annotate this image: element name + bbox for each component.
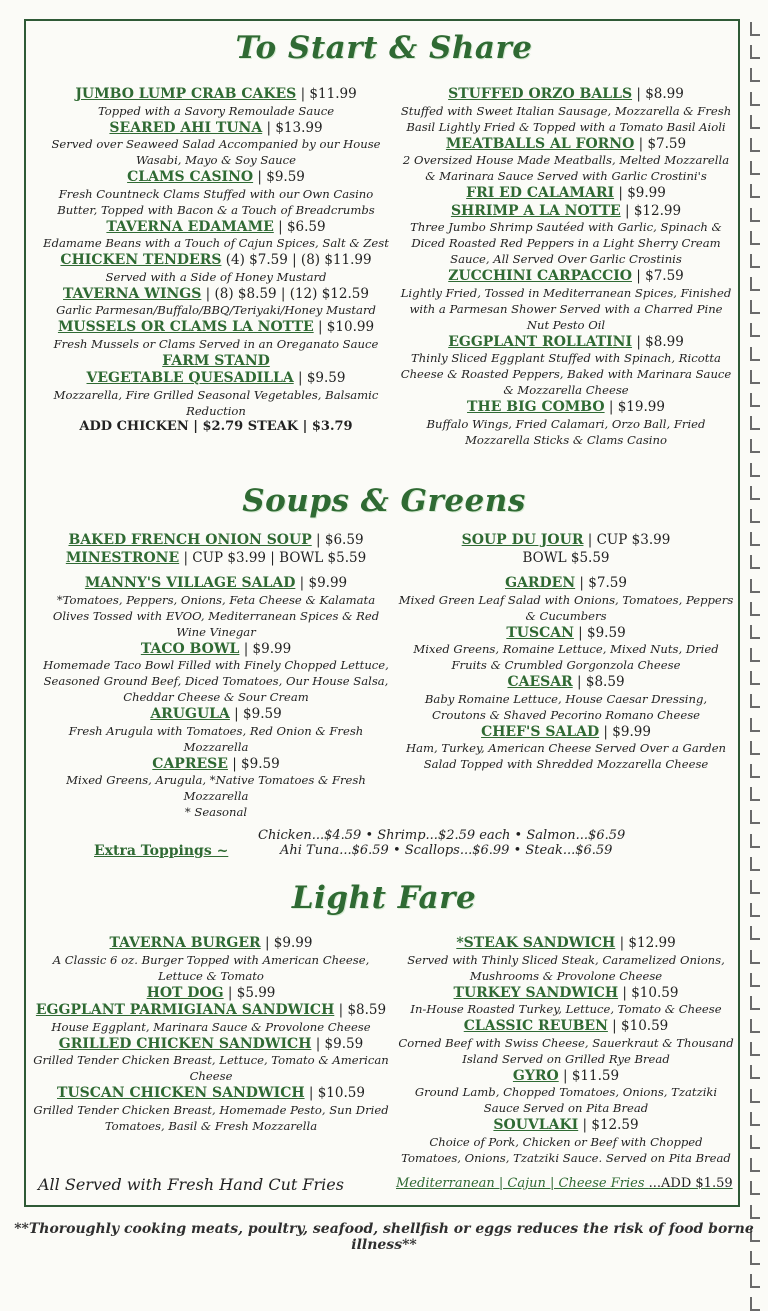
item-name: SEARED AHI TUNA — [109, 119, 263, 136]
spiral-ring — [750, 648, 760, 662]
menu-item — [398, 624, 734, 674]
spiral-ring — [750, 532, 760, 546]
fries-note: All Served with Fresh Hand Cut Fries — [38, 1175, 344, 1194]
spiral-ring — [750, 950, 760, 964]
spiral-ring — [750, 741, 760, 755]
menu-item — [398, 398, 734, 448]
item-description: Grilled Tender Chicken Breast, Lettuce, Tomato & American Cheese — [33, 1053, 389, 1083]
item-description: Fresh Countneck Clams Stuffed with our Own Casino Butter, Topped with Bacon & a Touch of Breadcrumbs — [57, 186, 375, 217]
item-name: JUMBO LUMP CRAB CAKES — [75, 86, 297, 102]
menu-item — [40, 85, 392, 119]
item-name: FARM STAND — [162, 352, 270, 369]
item-description: Ground Lamb, Chopped Tomatoes, Onions, Tzatziki Sauce Served on Pita Bread — [414, 1085, 718, 1115]
item-price: | $9.99 — [614, 185, 666, 201]
item-description: Mixed Greens, Romaine Lettuce, Mixed Nuts, Dried Fruits & Crumbled Gorgonzola Cheese — [413, 642, 719, 672]
menu-item — [398, 549, 734, 567]
spiral-ring — [750, 439, 760, 453]
food-safety-warning: **Thoroughly cooking meats, poultry, seafood, shellfish or eggs reduces the risk of food borne illness** — [14, 1221, 754, 1253]
start-right-column — [398, 85, 734, 448]
extra-toppings-list — [258, 828, 658, 858]
item-description: In-House Roasted Turkey, Lettuce, Tomato & Cheese — [410, 1002, 722, 1016]
item-name: SOUP DU JOUR — [461, 532, 584, 548]
menu-item — [40, 251, 392, 285]
item-description: Grilled Tender Chicken Breast, Homemade Pesto, Sun Dried Tomatoes, Basil & Fresh Mozzarella — [33, 1102, 389, 1133]
menu-item — [398, 135, 734, 185]
item-description: Topped with a Savory Remoulade Sauce — [97, 103, 335, 118]
menu-item — [398, 333, 734, 399]
item-name: HOT DOG — [146, 984, 224, 1001]
spiral-ring — [750, 973, 760, 987]
item-price: | $9.59 — [229, 706, 282, 722]
menu-item — [398, 267, 734, 333]
item-description: Choice of Pork, Chicken or Beef with Chopped Tomatoes, Onions, Tzatziki Sauce. Served on Pita Bread — [401, 1134, 731, 1165]
item-price: | $10.59 — [607, 1018, 669, 1034]
spiral-ring — [750, 184, 760, 198]
spiral-ring — [750, 1297, 760, 1311]
spiral-ring — [750, 1135, 760, 1149]
spiral-ring — [750, 161, 760, 175]
toppings-line-2: Ahi Tuna...$6.59 • Scallops...$6.99 • Steak...$6.59 — [280, 843, 613, 858]
section-title-light: Light Fare — [291, 880, 477, 916]
menu-item — [40, 755, 392, 805]
item-price: | $12.99 — [615, 935, 676, 951]
spiral-ring — [750, 231, 760, 245]
spiral-ring — [750, 1181, 760, 1195]
item-description: Buffalo Wings, Fried Calamari, Orzo Ball, Fried Mozzarella Sticks & Clams Casino — [426, 416, 706, 447]
menu-item — [398, 1116, 734, 1166]
spiral-ring — [750, 1112, 760, 1126]
fries-add-price: ...ADD $1.59 — [648, 1176, 733, 1191]
spiral-ring — [750, 996, 760, 1010]
light-right-column — [398, 934, 734, 1166]
item-price: | $7.59 — [631, 268, 684, 284]
item-price: | $11.59 — [558, 1067, 620, 1084]
item-name: MUSSELS OR CLAMS LA NOTTE — [57, 319, 314, 335]
spiral-ring — [750, 602, 760, 616]
menu-item — [30, 1001, 392, 1035]
item-price: | $19.99 — [604, 399, 665, 415]
spiral-ring — [750, 787, 760, 801]
spiral-ring — [750, 277, 760, 291]
item-description: 2 Oversized House Made Meatballs, Melted Mozzarella & Marinara Sauce Served with Garlic Crostini's — [402, 153, 730, 183]
spiral-ring — [750, 347, 760, 361]
item-description: *Tomatoes, Peppers, Onions, Feta Cheese & Kalamata Olives Tossed with EVOO, Mediterranean Spices & Red Wine Vinegar — [52, 592, 380, 639]
item-price: | $13.99 — [262, 119, 323, 136]
item-description: Garlic Parmesan/Buffalo/BBQ/Teriyaki/Honey Mustard — [56, 303, 376, 317]
item-name: *STEAK SANDWICH — [456, 935, 616, 951]
spiral-ring — [750, 1158, 760, 1172]
spiral-ring — [750, 370, 760, 384]
menu-item — [398, 531, 734, 549]
item-price: | $10.59 — [304, 1085, 365, 1101]
item-name: GYRO — [512, 1067, 559, 1084]
fries-options — [396, 1176, 733, 1191]
item-description: Ham, Turkey, American Cheese Served Over a Garden Salad Topped with Shredded Mozzarella Cheese — [405, 741, 727, 771]
item-description: Baby Romaine Lettuce, House Caesar Dressing, Croutons & Shaved Pecorino Romano Cheese — [424, 691, 708, 722]
light-left-column — [30, 934, 392, 1134]
item-description: Stuffed with Sweet Italian Sausage, Mozzarella & Fresh Basil Lightly Fried & Topped with a Tomato Basil Aioli — [400, 103, 732, 134]
item-name: SHRIMP A LA NOTTE — [450, 202, 621, 219]
toppings-line-1: Chicken...$4.59 • Shrimp...$2.59 each • Salmon...$6.59 — [258, 828, 626, 843]
spiral-ring — [750, 625, 760, 639]
spiral-ring — [750, 115, 760, 129]
item-name: CHICKEN TENDERS — [60, 252, 222, 268]
menu-item — [40, 549, 392, 567]
item-name: CAESAR — [507, 674, 573, 690]
item-price: | $8.59 — [334, 1002, 387, 1018]
spiral-ring — [750, 1205, 760, 1219]
item-price: | $9.99 — [239, 640, 292, 657]
item-price: | $9.59 — [227, 755, 280, 772]
item-name: CLASSIC REUBEN — [463, 1018, 608, 1034]
item-description: Homemade Taco Bowl Filled with Finely Chopped Lettuce, Seasoned Ground Beef, Diced Tomatoes, Our House Salsa, Cheddar Cheese & Sour Cream — [43, 658, 389, 704]
item-name: SOUVLAKI — [493, 1117, 579, 1133]
item-price: | $9.99 — [295, 575, 348, 591]
spiral-ring — [750, 208, 760, 222]
item-name: TUSCAN — [506, 624, 574, 641]
menu-item — [40, 285, 392, 319]
item-price: | $7.59 — [634, 135, 687, 152]
item-name: MANNY'S VILLAGE SALAD — [84, 575, 296, 591]
item-name: BAKED FRENCH ONION SOUP — [68, 532, 312, 548]
item-price: | $9.59 — [573, 624, 626, 641]
menu-item — [398, 984, 734, 1018]
menu-item — [40, 640, 392, 706]
item-description: Lightly Fried, Tossed in Mediterranean Spices, Finished with a Parmesan Shower Served with a Charred Pine Nut Pesto Oil — [400, 285, 732, 332]
menu-item — [40, 705, 392, 755]
item-name: TUSCAN CHICKEN SANDWICH — [57, 1085, 305, 1101]
item-price: | $9.99 — [260, 935, 313, 951]
section-title-soups: Soups & Greens — [242, 483, 526, 519]
spiral-ring — [750, 254, 760, 268]
item-description: Corned Beef with Swiss Cheese, Sauerkraut & Thousand Island Served on Grilled Rye Bread — [398, 1035, 734, 1066]
item-price: | $9.99 — [599, 723, 651, 740]
spiral-binding — [746, 22, 764, 1212]
spiral-ring — [750, 1251, 760, 1265]
item-description: House Eggplant, Marinara Sauce & Provolone Cheese — [51, 1019, 371, 1034]
item-name: CLAMS CASINO — [127, 169, 254, 185]
item-price: | $6.59 — [311, 532, 364, 548]
menu-item — [398, 202, 734, 268]
menu-item — [40, 168, 392, 218]
item-name: MINESTRONE — [65, 549, 180, 566]
spiral-ring — [750, 1019, 760, 1033]
menu-item — [398, 1067, 734, 1117]
seasonal-note: * Seasonal — [184, 805, 248, 819]
item-description: Served with a Side of Honey Mustard — [105, 269, 327, 284]
item-name: STUFFED ORZO BALLS — [448, 86, 633, 102]
menu-item — [40, 574, 392, 640]
spiral-ring — [750, 323, 760, 337]
item-name: ZUCCHINI CARPACCIO — [448, 268, 632, 284]
item-name: TAVERNA BURGER — [109, 935, 261, 951]
spiral-ring — [750, 416, 760, 430]
item-price: | $6.59 — [273, 218, 326, 235]
spiral-ring — [750, 810, 760, 824]
spiral-ring — [750, 857, 760, 871]
menu-item — [40, 318, 392, 352]
item-price: | $8.99 — [632, 333, 684, 350]
item-name: EGGPLANT ROLLATINI — [448, 333, 633, 350]
item-price: | $10.99 — [313, 319, 375, 335]
soups-left-column — [40, 531, 392, 820]
spiral-ring — [750, 671, 760, 685]
menu-item — [30, 934, 392, 984]
menu-item — [30, 984, 392, 1002]
menu-item — [40, 352, 392, 370]
item-name: EGGPLANT PARMIGIANA SANDWICH — [35, 1002, 335, 1018]
item-name: TAVERNA WINGS — [63, 285, 202, 302]
item-description: Fresh Arugula with Tomatoes, Red Onion & Fresh Mozzarella — [68, 723, 364, 754]
spiral-ring — [750, 926, 760, 940]
item-price: | CUP $3.99 — [583, 532, 671, 548]
item-name: ARUGULA — [150, 706, 230, 722]
item-price: | (8) $8.59 | (12) $12.59 — [201, 285, 369, 302]
spiral-ring — [750, 92, 760, 106]
menu-item — [398, 184, 734, 202]
item-price: | CUP $3.99 | BOWL $5.59 — [179, 549, 367, 566]
menu-item — [398, 723, 734, 773]
item-price: | $5.99 — [223, 984, 276, 1001]
spiral-ring — [750, 1042, 760, 1056]
item-description: Served with Thinly Sliced Steak, Caramelized Onions, Mushrooms & Provolone Cheese — [407, 952, 725, 983]
item-name: MEATBALLS AL FORNO — [445, 135, 635, 152]
menu-item — [30, 1084, 392, 1134]
menu-item — [398, 1017, 734, 1067]
item-price: | $12.99 — [620, 202, 682, 219]
item-name: TURKEY SANDWICH — [453, 984, 619, 1001]
spiral-ring — [750, 1065, 760, 1079]
menu-item — [40, 218, 392, 252]
spiral-ring — [750, 834, 760, 848]
item-price: (4) $7.59 | (8) $11.99 — [221, 252, 372, 268]
spiral-ring — [750, 1274, 760, 1288]
item-description: Edamame Beans with a Touch of Cajun Spices, Salt & Zest — [43, 236, 389, 250]
soups-right-column — [398, 531, 734, 772]
menu-item — [40, 531, 392, 549]
menu-item — [398, 574, 734, 624]
item-description: Mixed Green Leaf Salad with Onions, Tomatoes, Peppers & Cucumbers — [398, 592, 734, 623]
item-name: TAVERNA EDAMAME — [106, 218, 274, 235]
item-price: | $9.59 — [293, 370, 346, 386]
spiral-ring — [750, 300, 760, 314]
add-protein-line: ADD CHICKEN | $2.79 STEAK | $3.79 — [79, 418, 353, 434]
menu-item — [40, 369, 392, 419]
spiral-ring — [750, 138, 760, 152]
item-price: | $8.59 — [572, 674, 625, 690]
item-name: THE BIG COMBO — [467, 399, 605, 415]
item-description: Fresh Mussels or Clams Served in an Oreganato Sauce — [53, 336, 379, 351]
item-name: CHEF'S SALAD — [481, 723, 600, 740]
item-description: Three Jumbo Shrimp Sautéed with Garlic, Spinach & Diced Roasted Red Peppers in a Light Sherry Cream Sauce, All Served Over Garlic Crostinis — [410, 220, 722, 266]
spiral-ring — [750, 1089, 760, 1103]
item-description: Mozzarella, Fire Grilled Seasonal Vegetables, Balsamic Reduction — [53, 387, 379, 418]
item-price: | $11.99 — [296, 86, 357, 102]
item-description: A Classic 6 oz. Burger Topped with American Cheese, Lettuce & Tomato — [52, 952, 370, 983]
item-price: | $12.59 — [578, 1117, 639, 1133]
item-description: Thinly Sliced Eggplant Stuffed with Spinach, Ricotta Cheese & Roasted Peppers, Baked with Marinara Sauce & Mozzarella Cheese — [400, 351, 732, 397]
item-price: | $8.99 — [632, 86, 684, 102]
spiral-ring — [750, 68, 760, 82]
spiral-ring — [750, 764, 760, 778]
item-name: GARDEN — [505, 575, 576, 591]
item-description: Mixed Greens, Arugula, *Native Tomatoes & Fresh Mozzarella — [66, 773, 366, 803]
item-name: FRI ED CALAMARI — [466, 185, 615, 201]
spiral-ring — [750, 694, 760, 708]
item-description: Served over Seaweed Salad Accompanied by our House Wasabi, Mayo & Soy Sauce — [51, 137, 381, 167]
item-price: | $9.59 — [311, 1035, 364, 1052]
menu-item — [40, 119, 392, 169]
spiral-ring — [750, 718, 760, 732]
item-price: | $7.59 — [575, 575, 627, 591]
item-price: | $10.59 — [618, 984, 679, 1001]
item-name: CAPRESE — [152, 755, 228, 772]
item-name: TACO BOWL — [140, 640, 240, 657]
section-title-start: To Start & Share — [235, 30, 533, 66]
item-price: BOWL $5.59 — [522, 549, 610, 566]
item-price: | $9.59 — [253, 169, 305, 185]
item-name: VEGETABLE QUESADILLA — [86, 370, 294, 386]
item-name: GRILLED CHICKEN SANDWICH — [58, 1035, 312, 1052]
spiral-ring — [750, 393, 760, 407]
extra-toppings-label: Extra Toppings ~ — [94, 843, 229, 859]
menu-item — [398, 85, 734, 135]
spiral-ring — [750, 579, 760, 593]
menu-item — [398, 934, 734, 984]
menu-item — [398, 673, 734, 723]
fries-options-list: Mediterranean | Cajun | Cheese Fries — [396, 1176, 645, 1191]
start-left-column — [40, 85, 392, 434]
spiral-ring — [750, 463, 760, 477]
spiral-ring — [750, 555, 760, 569]
menu-item — [30, 1035, 392, 1085]
